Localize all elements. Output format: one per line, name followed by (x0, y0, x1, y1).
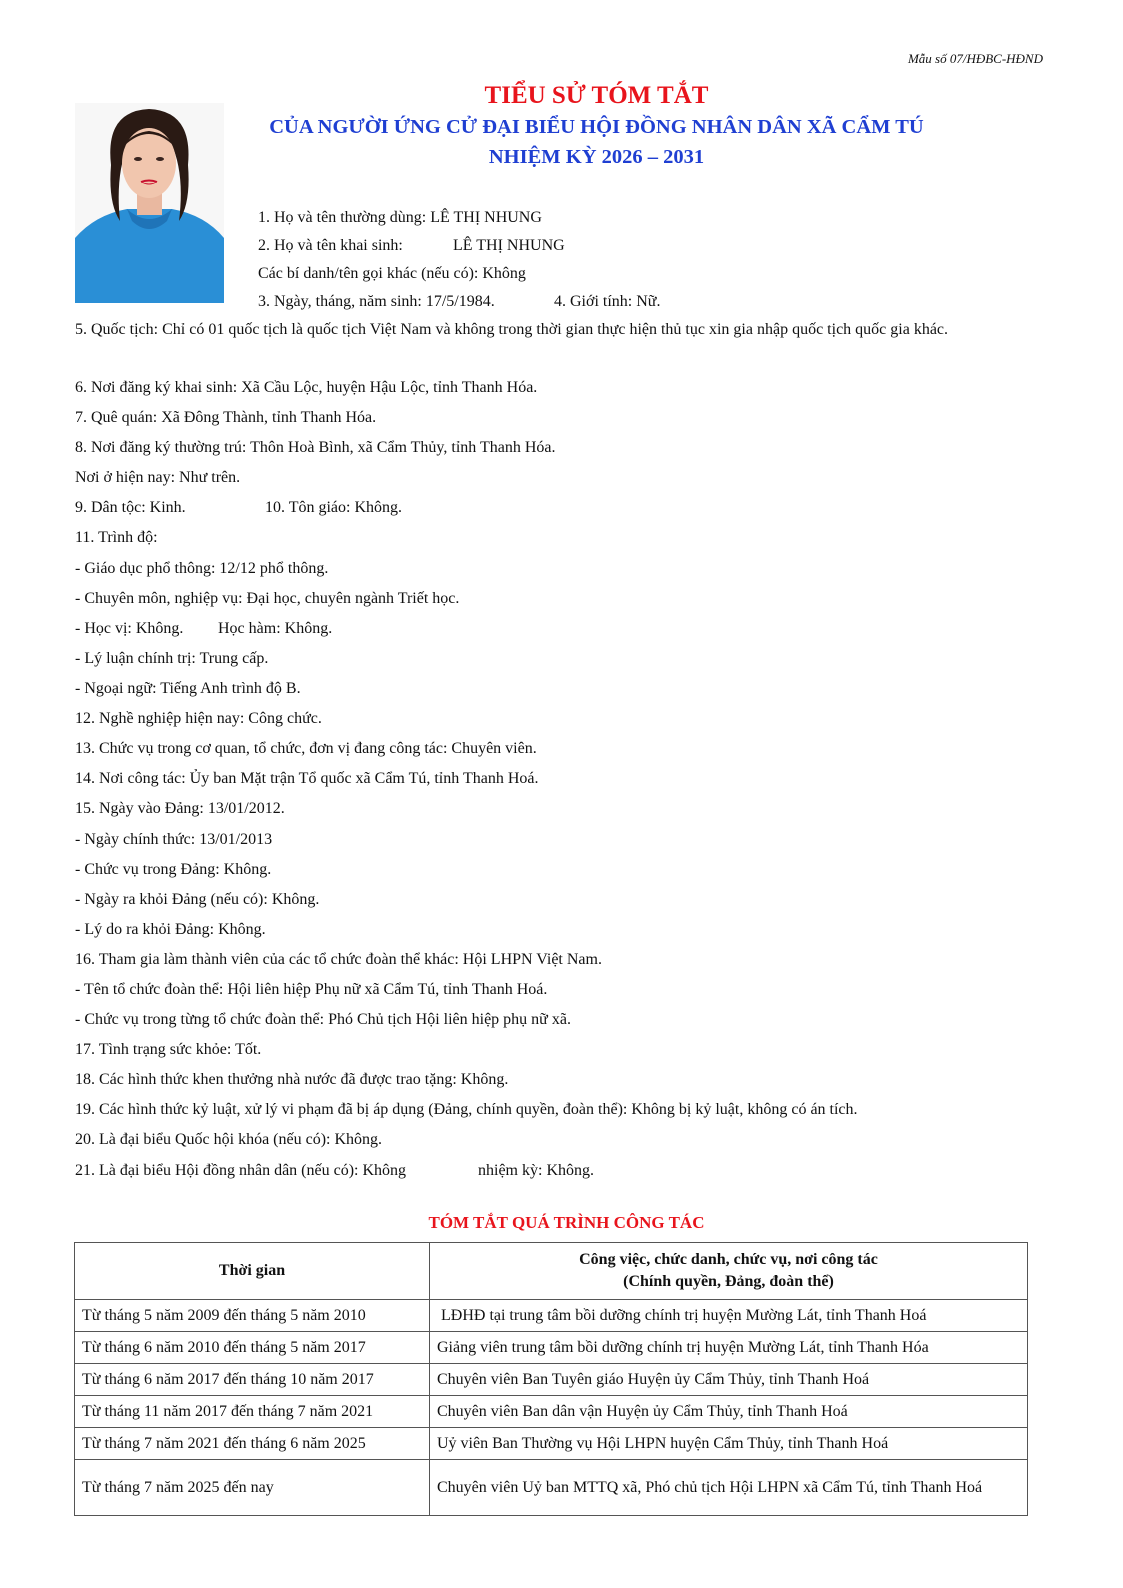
national-assembly-deputy: 20. Là đại biểu Quốc hội khóa (nếu có): Không. (75, 1131, 383, 1148)
work-history-table (74, 1242, 1028, 1516)
occupation: 12. Nghề nghiệp hiện nay: Công chức. (75, 710, 322, 727)
column-header-job (430, 1243, 1028, 1300)
gender: 4. Giới tính: Nữ. (554, 293, 661, 310)
document-subtitle: CỦA NGƯỜI ỨNG CỬ ĐẠI BIỂU HỘI ĐỒNG NHÂN DÂN XÃ CẨM TÚ (269, 116, 924, 138)
education-header: 11. Trình độ: (75, 529, 158, 546)
discipline: 19. Các hình thức kỷ luật, xử lý vi phạm đã bị áp dụng (Đảng, chính quyền, đoàn thể): Không bị kỷ luật, không có án tích. (75, 1101, 858, 1118)
row-time: Từ tháng 7 năm 2021 đến tháng 6 năm 2025 (75, 1428, 430, 1460)
party-position: - Chức vụ trong Đảng: Không. (75, 861, 272, 878)
row-job: Chuyên viên Ban dân vận Huyện ủy Cẩm Thủy, tỉnh Thanh Hoá (430, 1396, 1028, 1428)
council-term: nhiệm kỳ: Không. (478, 1162, 594, 1179)
row-time: Từ tháng 7 năm 2025 đến nay (75, 1460, 430, 1516)
specialization: - Chuyên môn, nghiệp vụ: Đại học, chuyên ngành Triết học. (75, 590, 460, 607)
ethnicity: 9. Dân tộc: Kinh. (75, 499, 186, 516)
table-row (75, 1428, 1028, 1460)
row-job: Uỷ viên Ban Thường vụ Hội LHPN huyện Cẩm Thủy, tỉnh Thanh Hoá (430, 1428, 1028, 1460)
row-job: LĐHĐ tại trung tâm bồi dưỡng chính trị huyện Mường Lát, tỉnh Thanh Hoá (430, 1300, 1028, 1332)
workplace: 14. Nơi công tác: Ủy ban Mặt trận Tổ quốc xã Cẩm Tú, tỉnh Thanh Hoá. (75, 770, 539, 787)
degree: - Học vị: Không. (75, 620, 184, 637)
aliases: Các bí danh/tên gọi khác (nếu có): Không (258, 265, 526, 282)
document-term: NHIỆM KỲ 2026 – 2031 (488, 146, 705, 168)
row-time: Từ tháng 6 năm 2010 đến tháng 5 năm 2017 (75, 1332, 430, 1364)
political-theory: - Lý luận chính trị: Trung cấp. (75, 650, 269, 667)
table-row (75, 1396, 1028, 1428)
form-code: Mẫu số 07/HĐBC-HĐND (907, 51, 1043, 66)
awards: 18. Các hình thức khen thưởng nhà nước đã được trao tặng: Không. (75, 1071, 509, 1088)
organization-name: - Tên tổ chức đoàn thể: Hội liên hiệp Phụ nữ xã Cẩm Tú, tỉnh Thanh Hoá. (75, 981, 548, 998)
council-deputy: 21. Là đại biểu Hội đồng nhân dân (nếu có): Không (75, 1162, 407, 1179)
party-leave-reason: - Lý do ra khỏi Đảng: Không. (75, 921, 266, 938)
table-row (75, 1364, 1028, 1396)
health-status: 17. Tình trạng sức khỏe: Tốt. (75, 1041, 262, 1058)
party-leave-date: - Ngày ra khỏi Đảng (nếu có): Không. (75, 891, 320, 908)
row-job: Giảng viên trung tâm bồi dưỡng chính trị huyện Mường Lát, tỉnh Thanh Hóa (430, 1332, 1028, 1364)
general-education: - Giáo dục phổ thông: 12/12 phổ thông. (75, 560, 329, 577)
table-header-row (75, 1243, 1028, 1300)
column-header-job-line1: Công việc, chức danh, chức vụ, nơi công tác (579, 1251, 878, 1268)
party-join-date: 15. Ngày vào Đảng: 13/01/2012. (75, 800, 285, 817)
organization-position: - Chức vụ trong từng tổ chức đoàn thể: Phó Chủ tịch Hội liên hiệp phụ nữ xã. (75, 1011, 571, 1028)
name-birth-label: 2. Họ và tên khai sinh: (258, 237, 403, 254)
birth-registration: 6. Nơi đăng ký khai sinh: Xã Cầu Lộc, huyện Hậu Lộc, tỉnh Thanh Hóa. (75, 379, 538, 396)
residence: 8. Nơi đăng ký thường trú: Thôn Hoà Bình, xã Cẩm Thủy, tỉnh Thanh Hóa. (75, 439, 556, 456)
name-birth-value: LÊ THỊ NHUNG (453, 237, 565, 254)
current-address: Nơi ở hiện nay: Như trên. (75, 469, 241, 486)
row-time: Từ tháng 11 năm 2017 đến tháng 7 năm 2021 (75, 1396, 430, 1428)
party-official-date: - Ngày chính thức: 13/01/2013 (75, 831, 273, 848)
row-time: Từ tháng 5 năm 2009 đến tháng 5 năm 2010 (75, 1300, 430, 1332)
current-position: 13. Chức vụ trong cơ quan, tổ chức, đơn vị đang công tác: Chuyên viên. (75, 740, 537, 757)
hometown: 7. Quê quán: Xã Đông Thành, tỉnh Thanh Hóa. (75, 409, 377, 426)
nationality: 5. Quốc tịch: Chỉ có 01 quốc tịch là quốc tịch Việt Nam và không trong thời gian thực hiện thủ tục xin gia nhập quốc tịch quốc gia khác. (75, 321, 949, 338)
row-time: Từ tháng 6 năm 2017 đến tháng 10 năm 2017 (75, 1364, 430, 1396)
work-history-title: TÓM TẮT QUÁ TRÌNH CÔNG TÁC (428, 1213, 705, 1232)
table-row (75, 1460, 1028, 1516)
academic-title: Học hàm: Không. (218, 620, 333, 637)
document-title: TIỂU SỬ TÓM TẮT (484, 82, 709, 109)
date-of-birth: 3. Ngày, tháng, năm sinh: 17/5/1984. (258, 293, 495, 310)
row-job: Chuyên viên Uỷ ban MTTQ xã, Phó chủ tịch Hội LHPN xã Cẩm Tú, tỉnh Thanh Hoá (430, 1460, 1028, 1516)
religion: 10. Tôn giáo: Không. (265, 499, 403, 516)
table-row (75, 1300, 1028, 1332)
foreign-language: - Ngoại ngữ: Tiếng Anh trình độ B. (75, 680, 301, 697)
row-job: Chuyên viên Ban Tuyên giáo Huyện ủy Cẩm Thủy, tỉnh Thanh Hoá (430, 1364, 1028, 1396)
name-common: 1. Họ và tên thường dùng: LÊ THỊ NHUNG (258, 209, 542, 226)
organizations: 16. Tham gia làm thành viên của các tổ chức đoàn thể khác: Hội LHPN Việt Nam. (75, 951, 602, 968)
column-header-time: Thời gian (75, 1243, 430, 1300)
column-header-job-line2: (Chính quyền, Đảng, đoàn thể) (623, 1273, 834, 1290)
table-row (75, 1332, 1028, 1364)
